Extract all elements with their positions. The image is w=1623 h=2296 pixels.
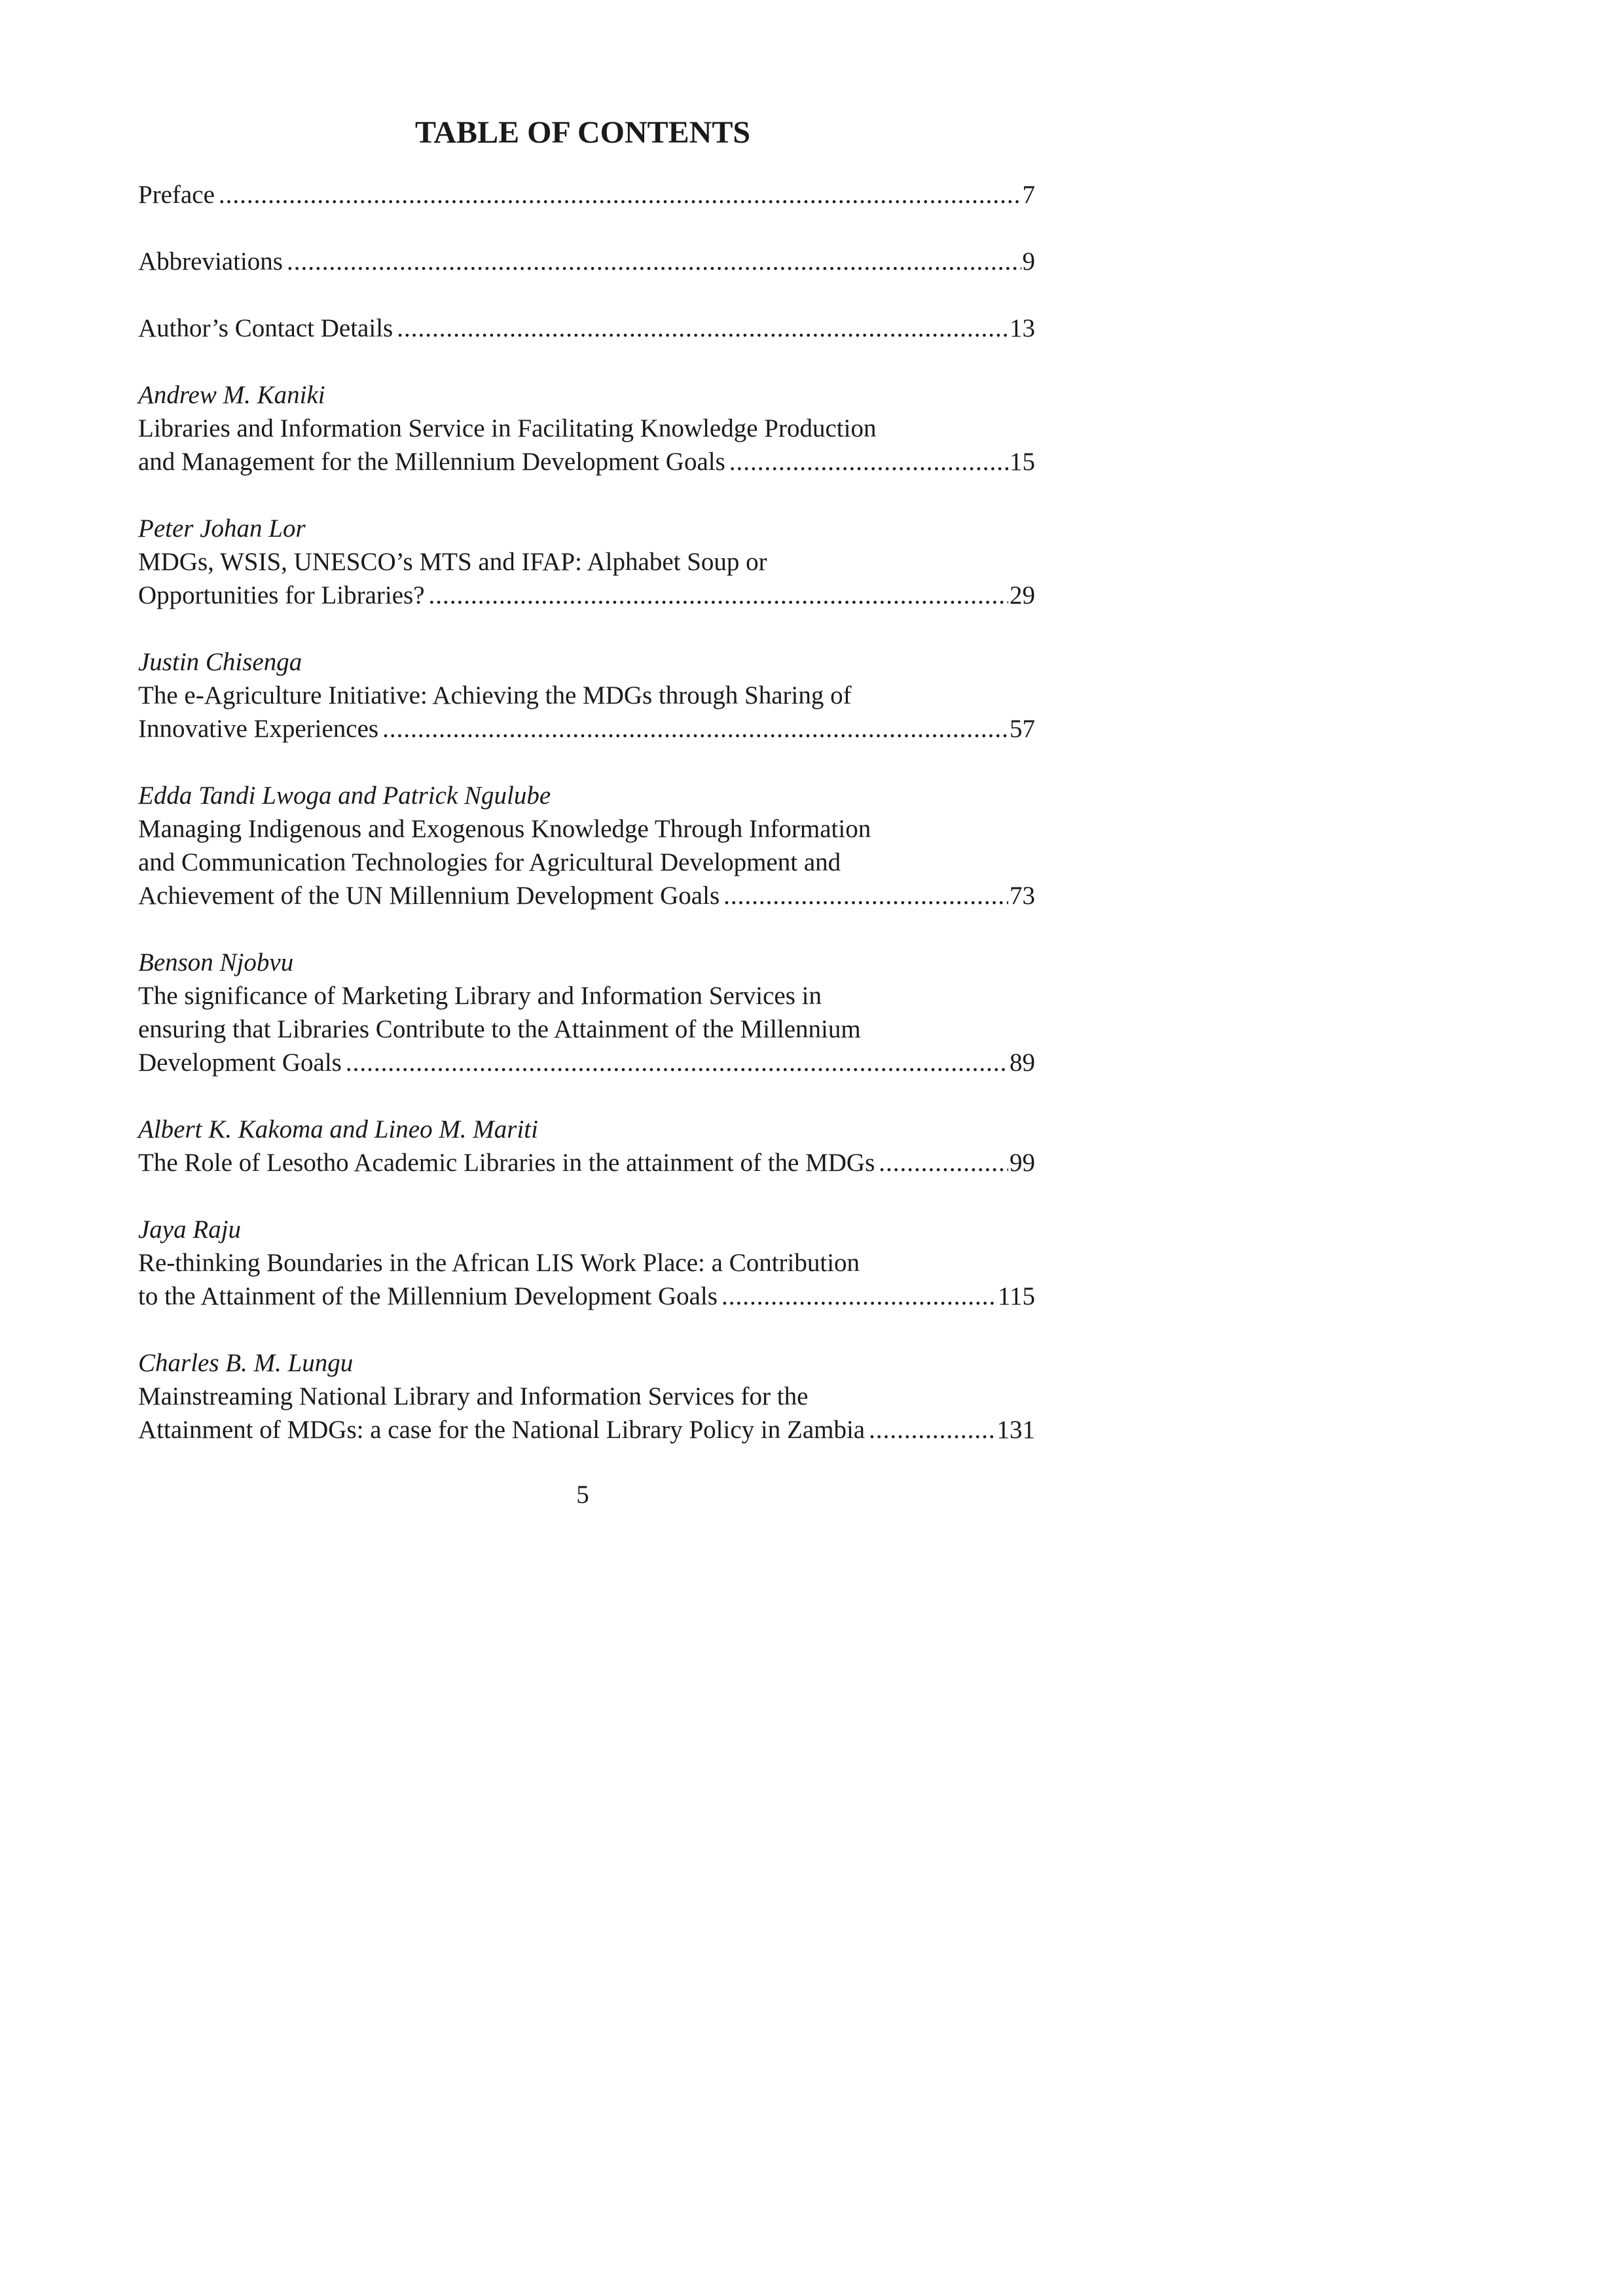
toc-entry-title: Preface xyxy=(138,181,215,209)
toc-entry xyxy=(138,645,1035,745)
toc-entry-page-number: 7 xyxy=(1022,181,1035,209)
toc-entry xyxy=(138,779,1035,912)
toc-entry-author: Edda Tandi Lwoga and Patrick Ngulube xyxy=(138,781,551,810)
toc-entry-page-number: 73 xyxy=(1010,882,1035,910)
toc-entry-page-number: 57 xyxy=(1010,715,1035,743)
toc-entry-page-number: 99 xyxy=(1010,1149,1035,1177)
page-title: TABLE OF CONTENTS xyxy=(414,115,751,150)
toc-entry-title: The Role of Lesotho Academic Libraries in the attainment of the MDGs xyxy=(138,1149,875,1177)
toc-entry-page-number: 29 xyxy=(1010,581,1035,609)
dot-leader xyxy=(721,1280,996,1313)
toc-entry-title: Opportunities for Libraries? xyxy=(138,581,425,609)
toc-entry-leader-line xyxy=(138,445,1035,478)
toc-entry xyxy=(138,312,1035,345)
toc-entry-title-line: Libraries and Information Service in Facilitating Knowledge Production xyxy=(138,414,877,442)
dot-leader xyxy=(382,712,1008,745)
toc-entry-leader-line xyxy=(138,579,1035,612)
toc-list xyxy=(138,178,1035,1480)
toc-entry-title: to the Attainment of the Millennium Development Goals xyxy=(138,1282,718,1310)
dot-leader xyxy=(879,1146,1008,1179)
dot-leader xyxy=(729,445,1008,478)
toc-entry-author: Jaya Raju xyxy=(138,1215,242,1244)
dot-leader xyxy=(869,1413,995,1446)
toc-entry-leader-line xyxy=(138,312,1035,345)
toc-entry-page-number: 15 xyxy=(1010,448,1035,476)
toc-entry-page-number: 13 xyxy=(1010,314,1035,342)
toc-entry-title-line: The significance of Marketing Library and Information Services in xyxy=(138,982,822,1010)
toc-entry-author: Andrew M. Kaniki xyxy=(138,381,325,409)
toc-entry-title-line: Mainstreaming National Library and Information Services for the xyxy=(138,1382,809,1410)
toc-entry-leader-line xyxy=(138,1413,1035,1446)
toc-entry-title: Attainment of MDGs: a case for the National Library Policy in Zambia xyxy=(138,1416,866,1444)
toc-entry-leader-line xyxy=(138,1280,1035,1313)
toc-entry-title: Development Goals xyxy=(138,1049,342,1077)
toc-entry-title-line: and Communication Technologies for Agricultural Development and xyxy=(138,848,841,876)
toc-entry xyxy=(138,245,1035,278)
toc-entry xyxy=(138,1113,1035,1179)
toc-entry-author: Peter Johan Lor xyxy=(138,514,306,543)
toc-entry-leader-line xyxy=(138,712,1035,745)
toc-entry-title-line: The e-Agriculture Initiative: Achieving the MDGs through Sharing of xyxy=(138,681,852,709)
toc-entry xyxy=(138,1213,1035,1313)
toc-entry xyxy=(138,178,1035,211)
toc-entry-title-line: MDGs, WSIS, UNESCO’s MTS and IFAP: Alphabet Soup or xyxy=(138,548,767,576)
toc-entry-author: Charles B. M. Lungu xyxy=(138,1349,354,1377)
toc-entry-title: Achievement of the UN Millennium Development Goals xyxy=(138,882,720,910)
toc-entry-page-number: 89 xyxy=(1010,1049,1035,1077)
toc-entry-title-line: Managing Indigenous and Exogenous Knowledge Through Information xyxy=(138,815,871,843)
dot-leader xyxy=(429,579,1008,612)
toc-entry-leader-line xyxy=(138,1046,1035,1079)
toc-entry-title-line: Re-thinking Boundaries in the African LIS Work Place: a Contribution xyxy=(138,1249,860,1277)
toc-entry-title: Author’s Contact Details xyxy=(138,314,393,342)
toc-entry xyxy=(138,946,1035,1079)
toc-entry-author: Albert K. Kakoma and Lineo M. Mariti xyxy=(138,1115,538,1143)
toc-entry-page-number: 131 xyxy=(996,1416,1035,1444)
toc-entry-title: Abbreviations xyxy=(138,247,283,276)
toc-entry-page-number: 115 xyxy=(997,1282,1035,1310)
toc-entry-title: and Management for the Millennium Development Goals xyxy=(138,448,725,476)
toc-entry-leader-line xyxy=(138,879,1035,912)
toc-entry-author: Justin Chisenga xyxy=(138,648,302,676)
dot-leader xyxy=(287,245,1021,278)
dot-leader xyxy=(723,879,1008,912)
toc-entry xyxy=(138,378,1035,478)
dot-leader xyxy=(219,178,1021,211)
page-number: 5 xyxy=(576,1480,589,1509)
toc-entry-leader-line xyxy=(138,178,1035,211)
toc-entry xyxy=(138,512,1035,612)
toc-entry-title-line: ensuring that Libraries Contribute to the Attainment of the Millennium xyxy=(138,1015,861,1043)
toc-entry-author: Benson Njobvu xyxy=(138,948,294,977)
toc-entry-leader-line xyxy=(138,1146,1035,1179)
dot-leader xyxy=(346,1046,1008,1079)
toc-entry-page-number: 9 xyxy=(1022,247,1035,276)
toc-entry-leader-line xyxy=(138,245,1035,278)
dot-leader xyxy=(397,312,1008,345)
toc-entry-title: Innovative Experiences xyxy=(138,715,379,743)
toc-entry xyxy=(138,1346,1035,1446)
